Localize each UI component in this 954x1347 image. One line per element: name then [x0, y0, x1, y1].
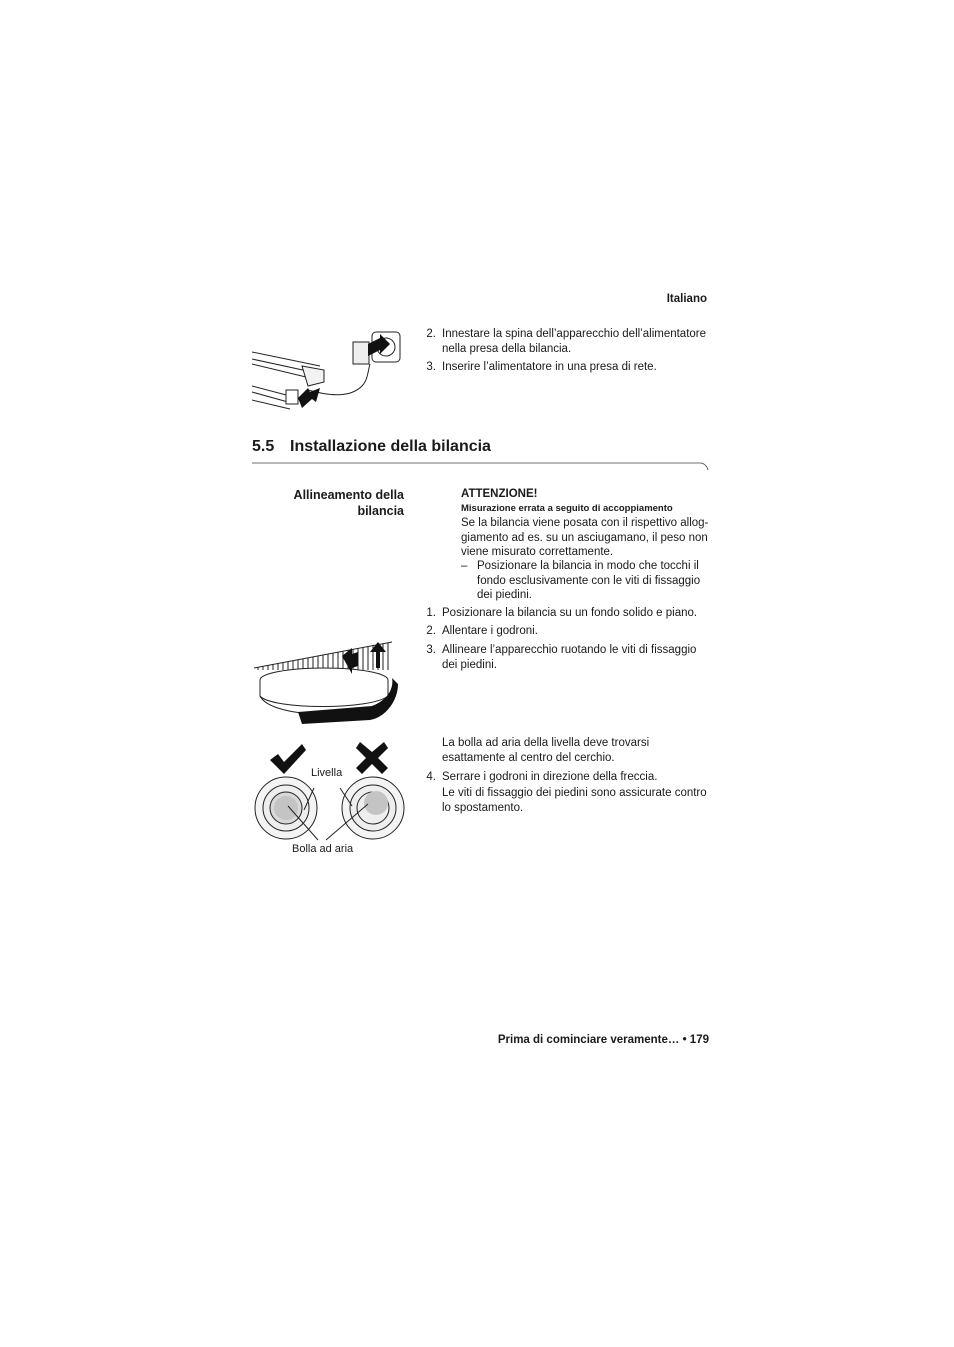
bubble-note: La bolla ad aria della livella deve trovarsi esattamente al centro del cerchio. [442, 737, 650, 764]
step4-note: Le viti di fissaggio dei piedini sono assicurate contro lo spostamento. [442, 787, 707, 814]
dash-marker: – [461, 560, 468, 572]
check-icon [268, 744, 308, 774]
level-label: Livella [311, 767, 343, 779]
foot-screw-illustration [252, 640, 400, 732]
main-step-1: 1. Posizionare la bilancia su un fondo solido e piano. [426, 607, 698, 619]
dash-item-text: Posizionare la bilancia in modo che tocchi il fondo esclusivamente con le viti di fissaggio dei piedini. [477, 560, 701, 601]
warning-dash-item [461, 559, 711, 603]
cross-icon [356, 742, 388, 774]
bubble-label: Bolla ad aria [292, 843, 354, 855]
sidebar-heading: Allineamento della bilancia [293, 488, 404, 518]
section-heading [252, 438, 491, 456]
warning-text: Se la bilancia viene posata con il rispettivo allog-giamento ad es. su un asciugamano, il peso non viene misurato correttamente. [461, 517, 709, 558]
main-step-2: 2. Allentare i godroni. [426, 625, 538, 637]
section-number: 5.5 [252, 438, 275, 455]
warning-title: ATTENZIONE! [461, 488, 538, 500]
main-step-4: 4. Serrare i godroni in direzione della freccia. [426, 771, 658, 783]
section-rule [252, 460, 710, 472]
section-title: Installazione della bilancia [290, 438, 491, 455]
page-footer: Prima di cominciare veramente… • 179 [497, 1034, 709, 1046]
plug-illustration [250, 326, 410, 416]
language-label: Italiano [666, 293, 707, 305]
main-step-3: 3. Allineare l’apparecchio ruotando le viti di fissaggio dei piedini. [426, 644, 697, 671]
warning-subtitle: Misurazione errata a seguito di accoppiamento [461, 503, 673, 514]
top-step-3: 3. Inserire l’alimentatore in una presa di rete. [426, 361, 657, 373]
top-step-2: 2. Innestare la spina dell’apparecchio dell’alimentatore nella presa della bilancia. [426, 328, 707, 355]
level-leader-lines [280, 780, 390, 850]
